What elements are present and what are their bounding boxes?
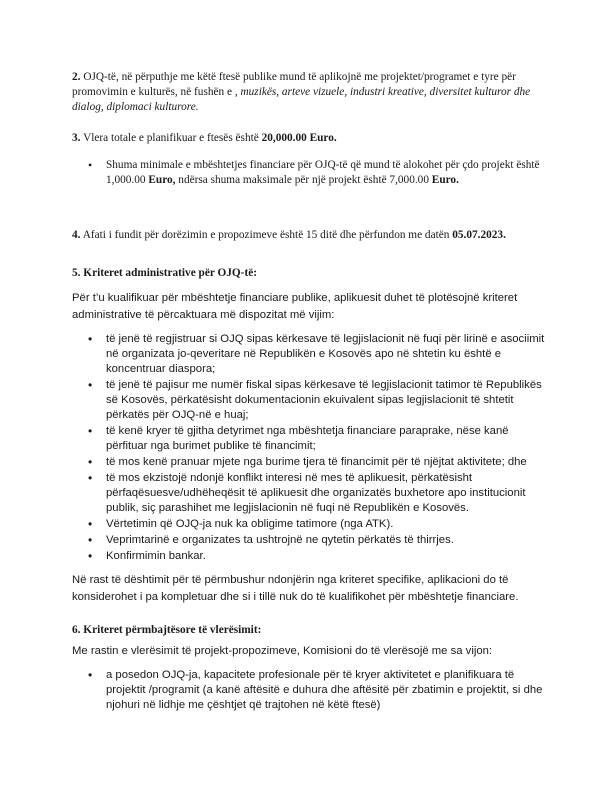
section-2-fields-italic: , muzikës, arteve vizuele, industri kreative, diversitet kulturor dhe dialog, diplomaci kulturore. <box>72 86 531 113</box>
section-3-text: Vlera totale e planifikuar e ftesës është <box>83 132 262 144</box>
list-item: • Vërtetimin që OJQ-ja nuk ka obligime tatimore (nga ATK). <box>84 517 550 532</box>
section-4-date: 05.07.2023. <box>452 229 506 241</box>
bullet-bold-euro: Euro, <box>148 174 176 186</box>
section-5-intro: Për t’u kualifikuar për mbështetje financiare publike, aplikuesit duhet të plotësojnë kriteret administrative të përcaktuara më dispozitat më vijim: <box>72 292 518 321</box>
section-4-paragraph <box>72 228 550 243</box>
bullet-text-mid: ndërsa shuma maksimale për një projekt është 7,000.00 <box>175 174 432 186</box>
section-5-bullet-list <box>84 332 550 565</box>
list-item: • të jenë të pajisur me numër fiskal sipas kërkesave të legjislacionit tatimor të Republikës së Kosovës, përkatësisht dokumentacionin ekuivalent sipas legjislacionit të shtetit përkatës për OJQ-në e huaj; <box>84 378 550 423</box>
section-6-intro: Me rastin e vlerësimit të projekt-propozimeve, Komisioni do të vlerësojë me sa vijon: <box>72 645 493 657</box>
list-item: • a posedon OJQ-ja, kapacitete profesionale për të kryer aktivitetet e planifikuara të projektit /programit (a kanë aftësitë e duhura dhe aftësitë për zbatimin e projektit, si dhe njohuri në lidhje me çështjet që trajtohen në këtë ftesë) <box>84 668 550 713</box>
section-4-text: Afati i fundit për dorëzimin e propozimeve është 15 ditë dhe përfundon me datën <box>82 229 453 241</box>
list-item: • Konfirmimin bankar. <box>84 549 550 564</box>
section-3-paragraph <box>72 131 550 146</box>
section-6-heading: 6. Kriteret përmbajtësore të vlerësimit: <box>72 624 262 636</box>
section-3-number: 3. <box>72 132 81 144</box>
closing-paragraph: Në rast të dështimit për të përmbushur ndonjërin nga kriteret specifike, aplikacioni do të konsiderohet i pa kompletuar dhe si i tillë nuk do të kualifikohet për mbështetje financiare. <box>72 574 519 603</box>
bullet-bold-euro-end: Euro. <box>431 174 459 186</box>
section-2-paragraph <box>72 70 550 115</box>
list-item: • të kenë kryer të gjitha detyrimet nga mbështetja financiare paraprake, nëse kanë përfituar nga burimet publike të financimit; <box>84 424 550 454</box>
section-2-number: 2. <box>72 71 81 83</box>
bullet-text: Shuma minimale e mbështetjes financiare për OJQ-të që mund të alokohet për çdo projekt është 1,000.00 <box>106 159 540 186</box>
section-2-text: OJQ-të, në përputhje me këtë ftesë publike mund të aplikojnë me projektet/programet e tyre për promovimin e kulturës, në fushën e <box>72 71 516 98</box>
section-6-bullet-list <box>84 668 550 713</box>
list-item: • Veprimtarinë e organizates ta ushtrojnë ne qytetin përkatës të thirrjes. <box>84 533 550 548</box>
list-item <box>84 158 550 188</box>
section-4-number: 4. <box>72 229 81 241</box>
section-5-heading: 5. Kriteret administrative për OJQ-të: <box>72 267 257 279</box>
list-item: • të mos kenë pranuar mjete nga burime tjera të financimit për të njëjtat aktivitete; dhe <box>84 455 550 470</box>
section-3-bullet-list <box>84 158 550 188</box>
section-3-amount: 20,000.00 Euro. <box>261 132 337 144</box>
list-item: • të jenë të regjistruar si OJQ sipas kërkesave të legjislacionit në fuqi për lirinë e asociimit në organizata jo-qeveritare në Republikën e Kosovës apo në shtetin ku është e koncentruar diaspora; <box>84 332 550 377</box>
list-item: • të mos ekzistojë ndonjë konflikt interesi në mes të aplikuesit, përkatësisht përfaqësuesve/udhëheqësit të aplikuesit dhe organizatës buxhetore apo institucionit publik, siç parashihet me legjislacionin në fuqi në Republikën e Kosovës. <box>84 471 550 516</box>
